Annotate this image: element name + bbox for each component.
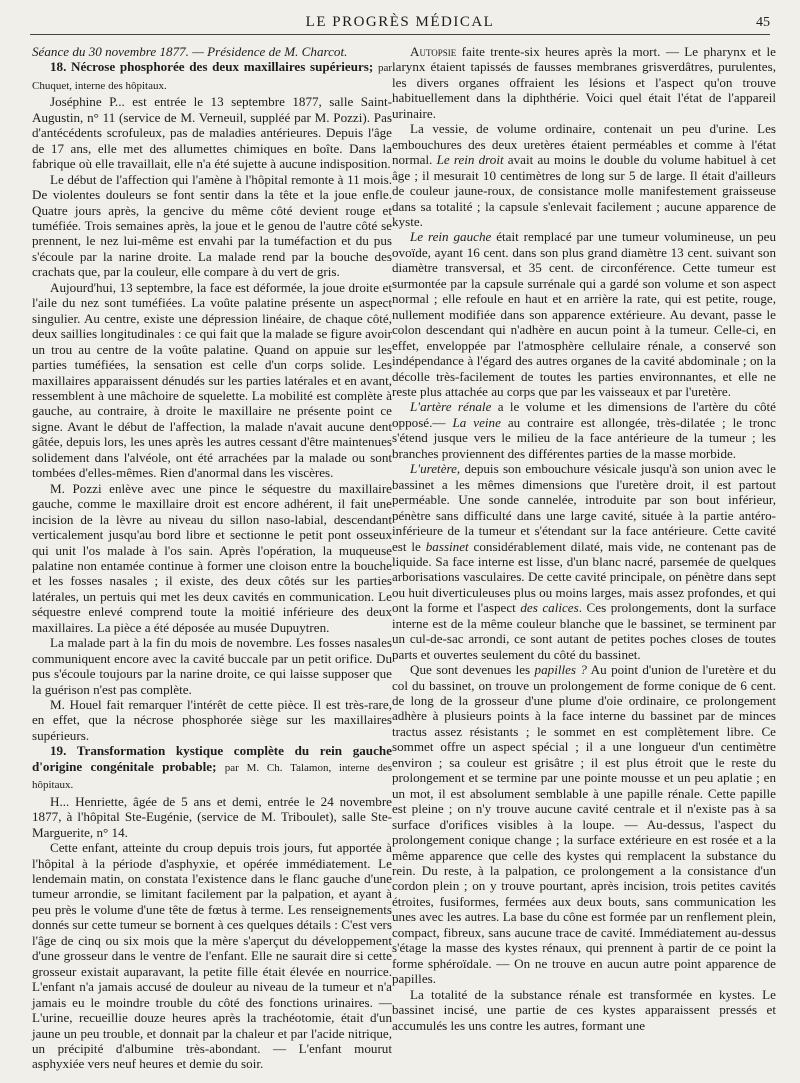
vein-label: La veine [452, 414, 501, 430]
bladder-paragraph [392, 121, 776, 229]
case-19-byline: par M. Ch. Talamon, interne des hôpitaux. [32, 761, 392, 792]
ureter-label: L'uretère [410, 461, 457, 477]
case-18-paragraph: M. Houel fait remarquer l'intérêt de cette pièce. Il est très-rare, en effet, que la nécrose phosphorée siège sur les maxillaires supérieurs. [32, 697, 392, 743]
case-18-paragraph: Le début de l'affection qui l'amène à l'hôpital remonte à 11 mois. De violentes douleurs se font sentir dans la tête et la joue enfle. Quatre jours après, la gencive du même côté devient rouge et tuméfiée. Trois semaines après, la joue et le genou de l'autre côté se prennent, le nez lui-même est envahi par la tuméfaction et du pus s'écoule par la narine droite. La malade rend par la bouche des crachats que, par la couleur, elle compare à du vert de gris. [32, 171, 392, 280]
case-18-byline: par Chuquet, interne des hôpitaux. [32, 62, 392, 92]
papilla-label: papilles ? [534, 662, 587, 678]
case-18-title: 18. Nécrose phosphorée des deux maxillaires supérieurs; [50, 59, 374, 75]
right-kidney-text: avait au moins le double du volume habituel à cet âge ; il mesurait 10 centimètres de long sur 5 de large. Il était d'ailleurs de couleur jaune-roux, de consistance molle manifestement graisseuse dans sa totalité ; la capsule s'enlevait facilement ; aucune apparence de kyste. [392, 152, 776, 229]
ureter-paragraph [392, 461, 776, 662]
artery-label: L'artère rénale [410, 399, 492, 415]
calices-label: des calices [520, 600, 579, 616]
papilla-question: Que sont devenues les [410, 662, 535, 678]
bassinet-text: considérablement dilaté, mais vide, ne contenant pas de liquide. Sa face interne est lisse, d'un blanc nacré, parsemée de quelques arborisations vasculaires. De cette cavité principale, on pénètre dans sept ou huit diverticuleuses plus ou moins larges, mais assez profondes, et qui ont la forme et l'aspect [392, 538, 776, 616]
page-number: 45 [756, 15, 770, 30]
session-heading: Séance du 30 novembre 1877. — Présidence de M. Charcot. [32, 44, 348, 59]
case-19-heading [32, 743, 392, 793]
running-header [30, 14, 770, 35]
case-18-paragraph: M. Pozzi enlève avec une pince le séquestre du maxillaire gauche, comme le maxillaire droit est encore adhérent, il fait une incision de la lèvre au niveau du sillon naso-labial, descendant verticalement jusqu'au bord libre et sectionne le petit pont osseux qui unit l'os malade à l'os sain. Après l'opération, la muqueuse palatine non entamée continue à former une cloison entre la bouche et les fosses nasales ; il existe, des deux côtés sur les parties latérales, un pertuis qui met les deux cavités en communication. Le séquestre enlevé comprend toute la moitié inférieure des deux maxillaires. La pièce a été déposée au musée Dupuytren. [32, 480, 392, 635]
case-18-heading [32, 59, 392, 94]
case-18-paragraph: Joséphine P... est entrée le 13 septembre 1877, salle Saint-Augustin, n° 11 (service de M. Verneuil, suppléé par M. Pozzi). Pas d'antécédents scrofuleux, pas de maladies antérieures. Depuis l'âge de 17 ans, elle met des allumettes chimiques en boîte. Dans la fabrique où elle travaillait, elle n'a été sujette à aucune indisposition. [32, 94, 392, 172]
left-kidney-label: Le rein gauche [410, 229, 492, 245]
case-19-paragraph: Cette enfant, atteinte du croup depuis trois jours, fut apportée à l'hôpital à la période d'asphyxie, et opérée immédiatement. Le lendemain matin, on constata l'existence dans le flanc gauche d'une tumeur arrondie, se limitant facilement par la palpation, et ayant à peu près le volume d'une tête de fœtus à terme. Les renseignements donnés sur cette tumeur se bornent à ces quelques détails : C'est vers l'âge de cinq ou six mois que la mère s'aperçut du développement d'une grosseur dans le ventre de l'enfant. Elle ne saurait dire si cette grosseur existait auparavant, la petite fille était élevée en nourrice. L'enfant n'a jamais accusé de douleur au niveau de la tumeur et n'a jamais eu le moindre trouble du côté des fonctions urinaires. — L'urine, recueillie douze heures après la trachéotomie, était d'un jaune un peu trouble, et donnait par la chaleur et par l'acide nitrique, un précipité d'albumine très-abondant. — L'enfant mourut asphyxiée vers neuf heures et demie du soir. [32, 840, 392, 1072]
cyst-paragraph: La totalité de la substance rénale est transformée en kystes. Le bassinet incisé, une partie de ces kystes apparaissent pressés et accumulés les uns contre les autres, formant une [392, 986, 776, 1033]
artery-text: a le volume et les dimensions de l'artère du côté opposé.— [392, 399, 776, 430]
right-kidney-label: Le rein droit [436, 152, 504, 168]
papilla-text: Au point d'union de l'uretère et du col du bassinet, on trouve un prolongement de forme conique de 6 cent. de long de la grosseur d'une plume d'oie ordinaire, ce prolongement adhère à plusieurs points à la face interne du bassinet par de minces tractus assez résistants ; le sommet en est complètement libre. Ce sommet offre un aspect spécial ; il a une longueur d'un centimètre environ ; sa couleur est grisâtre ; il est plus étroit que le reste du prolongement et se termine par une pointe mousse et un peu aplatie ; en un mot, il est absolument semblable à une papille rénale. Cette papille est pleine ; on n'y trouve aucune cavité centrale et il n'existe pas à sa surface d'orifices visibles à la loupe. — Au-dessus, l'aspect du prolongement conique change ; la surface extérieure en est rosée et a la même apparence que celle des kystes qui remplacent la substance du rein. Du reste, à la palpation, ce prolongement a la consistance d'un cordon plein ; on y trouve pourtant, après incision, trois petites cavités étroites, fusiformes, fermées aux deux bouts, sans communication les unes avec les autres. La base du cône est formée par un renflement plein, compact, fibreux, sans aucune trace de cavité. Immédiatement au-dessus s'étage la masse des kystes rénaux, qui prennent à partir de ce point la forme sphéroïdale. — On ne trouve en aucun autre point apparence de papilles. [392, 662, 776, 987]
calices-text: . Ces prolongements, dont la surface interne est de la même couleur blanche que le bassinet, se terminent par un cul-de-sac arrondi, ce sont autant de petites poches closes de toutes parts et ouvertes seulement du côté du bassinet. [392, 600, 776, 662]
left-kidney-text: était remplacé par une tumeur volumineuse, un peu ovoïde, ayant 16 cent. dans son plus grand diamètre 13 cent. suivant son diamètre transversal, et 35 cent. de circonférence. Cette tumeur est surmontée par la capsule surrénale qui a gardé son volume et son aspect normal ; elle refoule en haut et en arrière la rate, qui est petite, rouge, nullement modifiée dans son apparence extérieure. Au devant, passe le colon descendant qui n'adhère en aucun point à la tumeur. Celle-ci, en effet, enveloppée par l'atmosphère cellulaire rénale, a conservé son indépendance à l'égard des autres organes de la cavité abdominale ; on la décolle très-facilement de toutes les parties environnantes, et elle ne reste plus attachée au corps que par les vaisseaux et par l'uretère. [392, 229, 776, 399]
left-kidney-paragraph [392, 229, 776, 399]
right-column [392, 44, 776, 1033]
artery-paragraph [392, 399, 776, 461]
case-18-paragraph: La malade part à la fin du mois de novembre. Les fosses nasales communiquent encore avec la cavité buccale par un petit orifice. Du pus s'écoule toujours par la narine droite, ce qui laisse supposer que la guérison n'est pas complète. [32, 635, 392, 697]
case-19-paragraph: H... Henriette, âgée de 5 ans et demi, entrée le 24 novembre 1877, à l'hôpital Ste-Eugénie, (service de M. Triboulet), salle Ste-Marguerite, n° 14. [32, 793, 392, 840]
case-18-paragraph: Aujourd'hui, 13 septembre, la face est déformée, la joue droite et l'aile du nez sont tuméfiées. La voûte palatine présente un aspect singulier. Au centre, existe une dépression linéaire, de chaque côté, deux saillies longitudinales : ce qui fait que la malade se figure avoir un trou au centre de la voûte palatine. Quand on appuie sur les parties tuméfiées, la sensation est celle d'un corps solide. Les maxillaires apparaissent dénudés sur les parties latérales et en avant, ressemblent à une mâchoire de squelette. La mobilité est complète à gauche, au contraire, à droite le maxillaire ne présente point ce signe. Avant le début de l'affection, la malade n'avait aucune dent gâtée, depuis lors, les unes après les autres cessant d'être maintenues solidement dans l'alvéole, ont été arrachées par la malade ou sont tombées d'elles-mêmes. Rien d'anormal dans les viscères. [32, 279, 392, 481]
autopsy-label: Autopsie [410, 44, 457, 59]
case-19-title: 19. Transformation kystique complète du rein gauche d'origine congénitale probable; [32, 743, 392, 774]
ureter-text: , depuis son embouchure vésicale jusqu'à son union avec le bassinet a les mêmes dimensions que l'uretère droit, il est partout perméable. Une sonde cannelée, introduite par son bout inférieur, pénètre sans difficulté dans une large cavité, située à la partie antéro-inférieure de la tumeur et s'étendant sur la face antérieure. Cette cavité est le [392, 461, 776, 554]
journal-title: LE PROGRÈS MÉDICAL [305, 14, 495, 30]
bassinet-label: bassinet [425, 538, 469, 554]
papilla-paragraph [392, 662, 776, 987]
autopsy-paragraph [392, 44, 776, 121]
vein-text: au contraire est allongée, très-dilatée ; le tronc s'étend jusque vers le milieu de la face antérieure de la tumeur ; les branches proviennent des différentes parties de la masse morbide. [392, 414, 776, 461]
left-column [32, 44, 392, 1072]
autopsy-text: faite trente-six heures après la mort. — Le pharynx et le larynx étaient tapissés de fausses membranes grisverdâtres, purulentes, les divers organes offraient les lésions et l'aspect qu'on trouve habituellement dans la diphthérie. Voici quel était l'état de l'appareil urinaire. [392, 44, 776, 121]
bladder-text: La vessie, de volume ordinaire, contenait un peu d'urine. Les embouchures des deux uretères étaient perméables et comme à l'état normal. [392, 121, 776, 168]
